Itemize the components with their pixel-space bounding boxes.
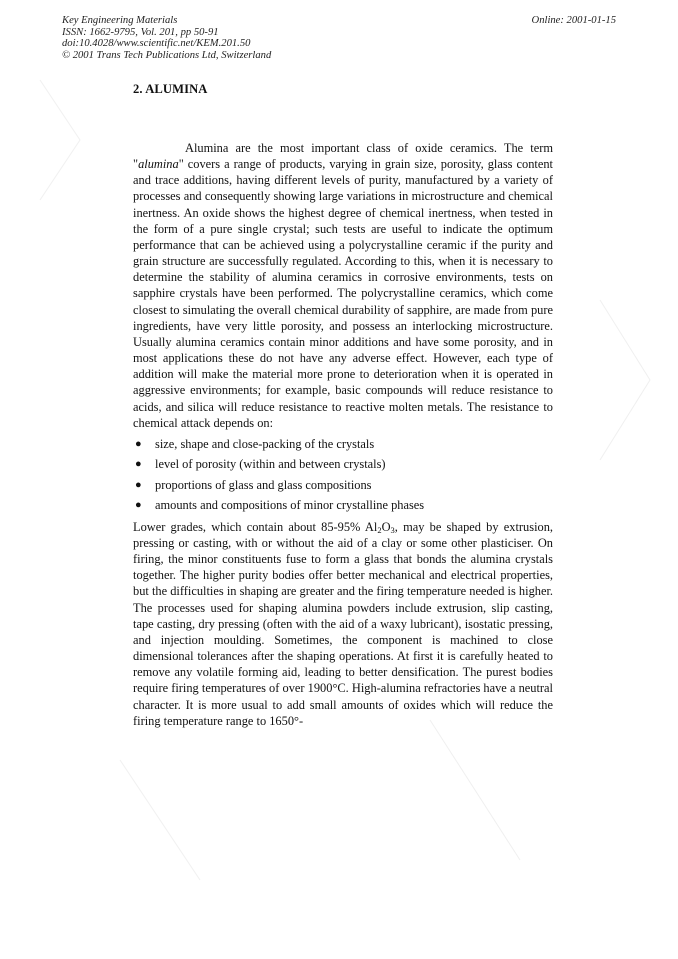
formula-o-subscript: 3	[390, 524, 395, 535]
paragraph-intro-start: Alumina are the most important class of oxide ceramics. The term "	[133, 141, 553, 172]
formula-al2o3	[365, 520, 395, 534]
paragraph-grades-rest: , may be shaped by extrusion, pressing or casting, with or without the aid of a clay or some other plasticiser. On firing, the minor constituents fuse to form a glass that bonds the alumina crystals together. The higher purity bodies offer better mechanical and electrical properties, but the difficulties in shaping are greater and the firing temperature needed is higher. The processes used for shaping alumina powders include extrusion, slip casting, tape casting, dry pressing (often with the aid of a waxy lubricant), isostatic pressing, and injection moulding. Sometimes, the component is machined to close dimensional tolerances after the shaping operations. At first it is carefully heated to remove any volatile forming aid, leading to better densification. The purest bodies require firing temperatures of over 1900°C. High-alumina refractories have a neutral character. It is more usual to add small amounts of oxides which will reduce the firing temperature range to 1650°-	[133, 519, 554, 728]
list-item-text: amounts and compositions of minor crystalline phases	[155, 498, 425, 513]
online-date: Online: 2001-01-15	[531, 15, 616, 26]
formula-al-subscript: 2	[377, 524, 382, 535]
list-item	[133, 434, 553, 455]
section-heading: 2. ALUMINA	[133, 82, 208, 96]
list-item-text: proportions of glass and glass compositions	[155, 477, 372, 492]
paragraph-intro	[133, 140, 553, 431]
resistance-factors-list	[133, 434, 553, 516]
journal-name: Key Engineering Materials	[62, 15, 178, 26]
bullet-icon: ●	[135, 458, 142, 471]
formula-o: O	[381, 519, 391, 534]
list-item-text: level of porosity (within and between crystals)	[155, 457, 386, 472]
paragraph-grades	[133, 519, 553, 729]
paragraph-intro-rest: " covers a range of products, varying in grain size, porosity, glass content and trace additions, having different levels of purity, manufactured by a variety of processes and consequently showing large variations in microstructure and chemical inertness. An oxide shows the highest degree of chemical inertness, when tested in the form of a pure single crystal; such tests are useful to indicate the optimum performance that can be achieved using a polycrystalline ceramic if the purity and grain structure are successfully regulated. According to this, when it is necessary to determine the stability of alumina ceramics in corrosive environments, tests on sapphire crystals have been performed. The polycrystalline ceramics, which come closest to simulating the overall chemical durability of sapphire, are made from pure ingredients, have very little porosity, and possess an interlocking microstructure. Usually alumina ceramics contain minor additions and have some porosity, and in most applications these do not have any adverse effect. However, each type of addition will make the material more prone to deterioration when it is operated in aggressive environments; for example, basic compounds will reduce resistance to acids, and silica will reduce resistance to reactive molten metals. The resistance to chemical attack depends on:	[133, 157, 553, 430]
term-alumina: alumina	[138, 157, 179, 172]
issn-line: ISSN: 1662-9795, Vol. 201, pp 50-91	[62, 26, 219, 38]
doi-line: doi:10.4028/www.scientific.net/KEM.201.50	[62, 38, 251, 50]
bullet-icon: ●	[135, 478, 142, 491]
list-item	[133, 475, 553, 496]
bullet-icon: ●	[135, 499, 142, 512]
list-item-text: size, shape and close-packing of the crystals	[155, 436, 375, 451]
publication-info	[62, 15, 271, 61]
article-body	[133, 140, 553, 729]
list-item	[133, 495, 553, 516]
copyright-line: © 2001 Trans Tech Publications Ltd, Switzerland	[62, 49, 272, 61]
formula-al: Al	[364, 519, 378, 534]
list-item	[133, 454, 553, 475]
bullet-icon: ●	[135, 437, 142, 450]
paragraph-grades-start: Lower grades, which contain about 85-95%	[133, 519, 365, 534]
